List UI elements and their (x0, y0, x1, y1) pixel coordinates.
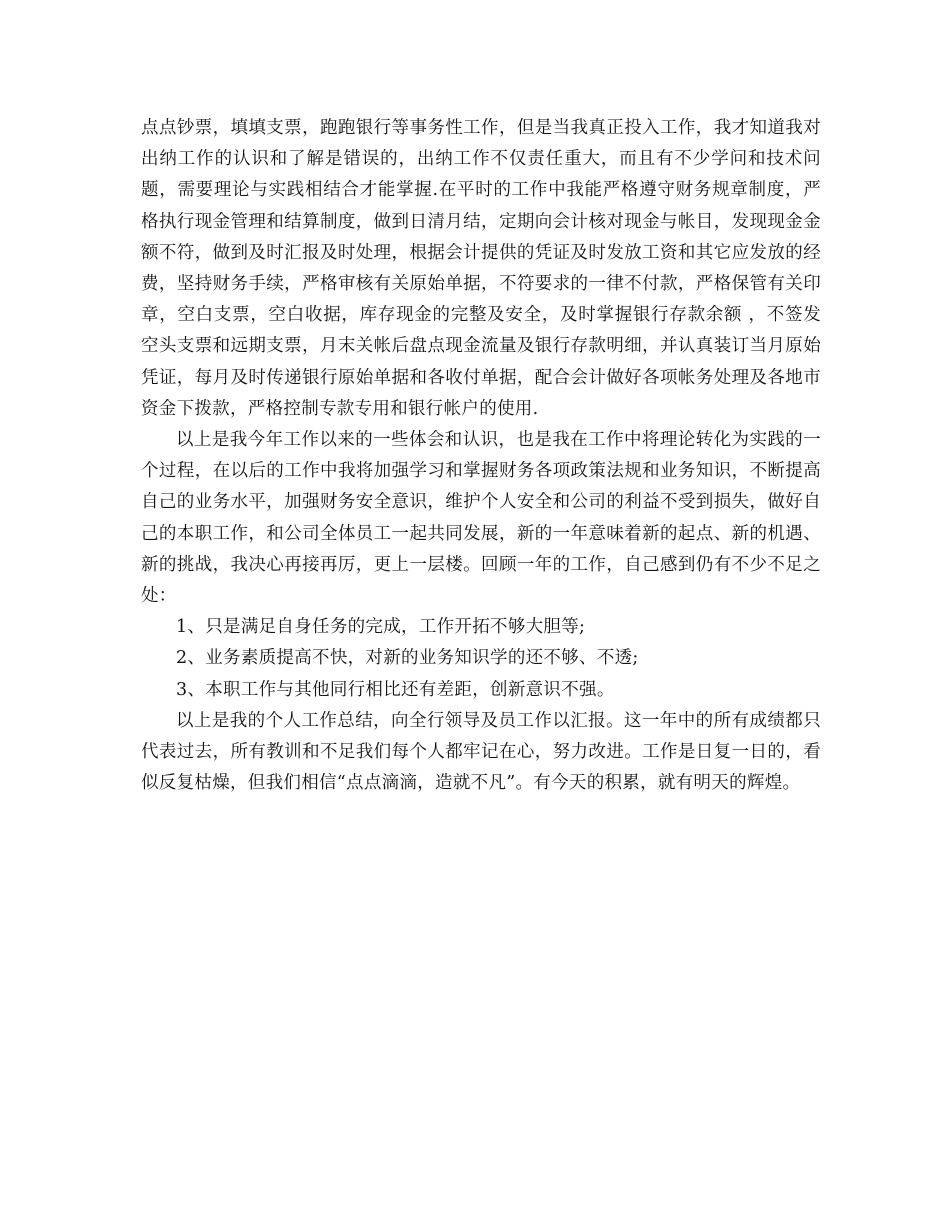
paragraph-2: 以上是我今年工作以来的一些体会和认识，也是我在工作中将理论转化为实践的一个过程，在以后的工作中我将加强学习和掌握财务各项政策法规和业务知识，不断提高自己的业务水平，加强财务安全意识，维护个人安全和公司的利益不受到损失，做好自己的本职工作，和公司全体员工一起共同发展，新的一年意味着新的起点、新的机遇、新的挑战，我决心再接再厉，更上一层楼。回顾一年的工作，自己感到仍有不少不足之处： (141, 430, 821, 607)
list-item-1: 1、只是满足自身任务的完成，工作开拓不够大胆等; (176, 617, 586, 638)
paragraph-closing: 以上是我的个人工作总结，向全行领导及员工作以汇报。这一年中的所有成绩都只代表过去，所有教训和不足我们每个人都牢记在心，努力改进。工作是日复一日的，看似反复枯燥，但我们相信“点点滴滴，造就不凡”。有今天的积累，就有明天的辉煌。 (141, 710, 821, 794)
document-body (141, 113, 821, 799)
paragraph-1: 点点钞票，填填支票，跑跑银行等事务性工作，但是当我真正投入工作，我才知道我对出纳工作的认识和了解是错误的，出纳工作不仅责任重大，而且有不少学问和技术问题，需要理论与实践相结合才能掌握.在平时的工作中我能严格遵守财务规章制度，严格执行现金管理和结算制度，做到日清月结，定期向会计核对现金与帐目，发现现金金额不符，做到及时汇报及时处理，根据会计提供的凭证及时发放工资和其它应发放的经费，坚持财务手续，严格审核有关原始单据，不符要求的一律不付款，严格保管有关印章，空白支票，空白收据，库存现金的完整及安全，及时掌握银行存款余额 ，不签发空头支票和远期支票，月末关帐后盘点现金流量及银行存款明细，并认真装订当月原始凭证，每月及时传递银行原始单据和各收付单据，配合会计做好各项帐务处理及各地市资金下拨款，严格控制专款专用和银行帐户的使用. (141, 118, 821, 419)
list-item-3: 3、本职工作与其他同行相比还有差距，创新意识不强。 (176, 679, 615, 700)
list-item-2: 2、业务素质提高不快，对新的业务知识学的还不够、不透; (176, 648, 639, 669)
